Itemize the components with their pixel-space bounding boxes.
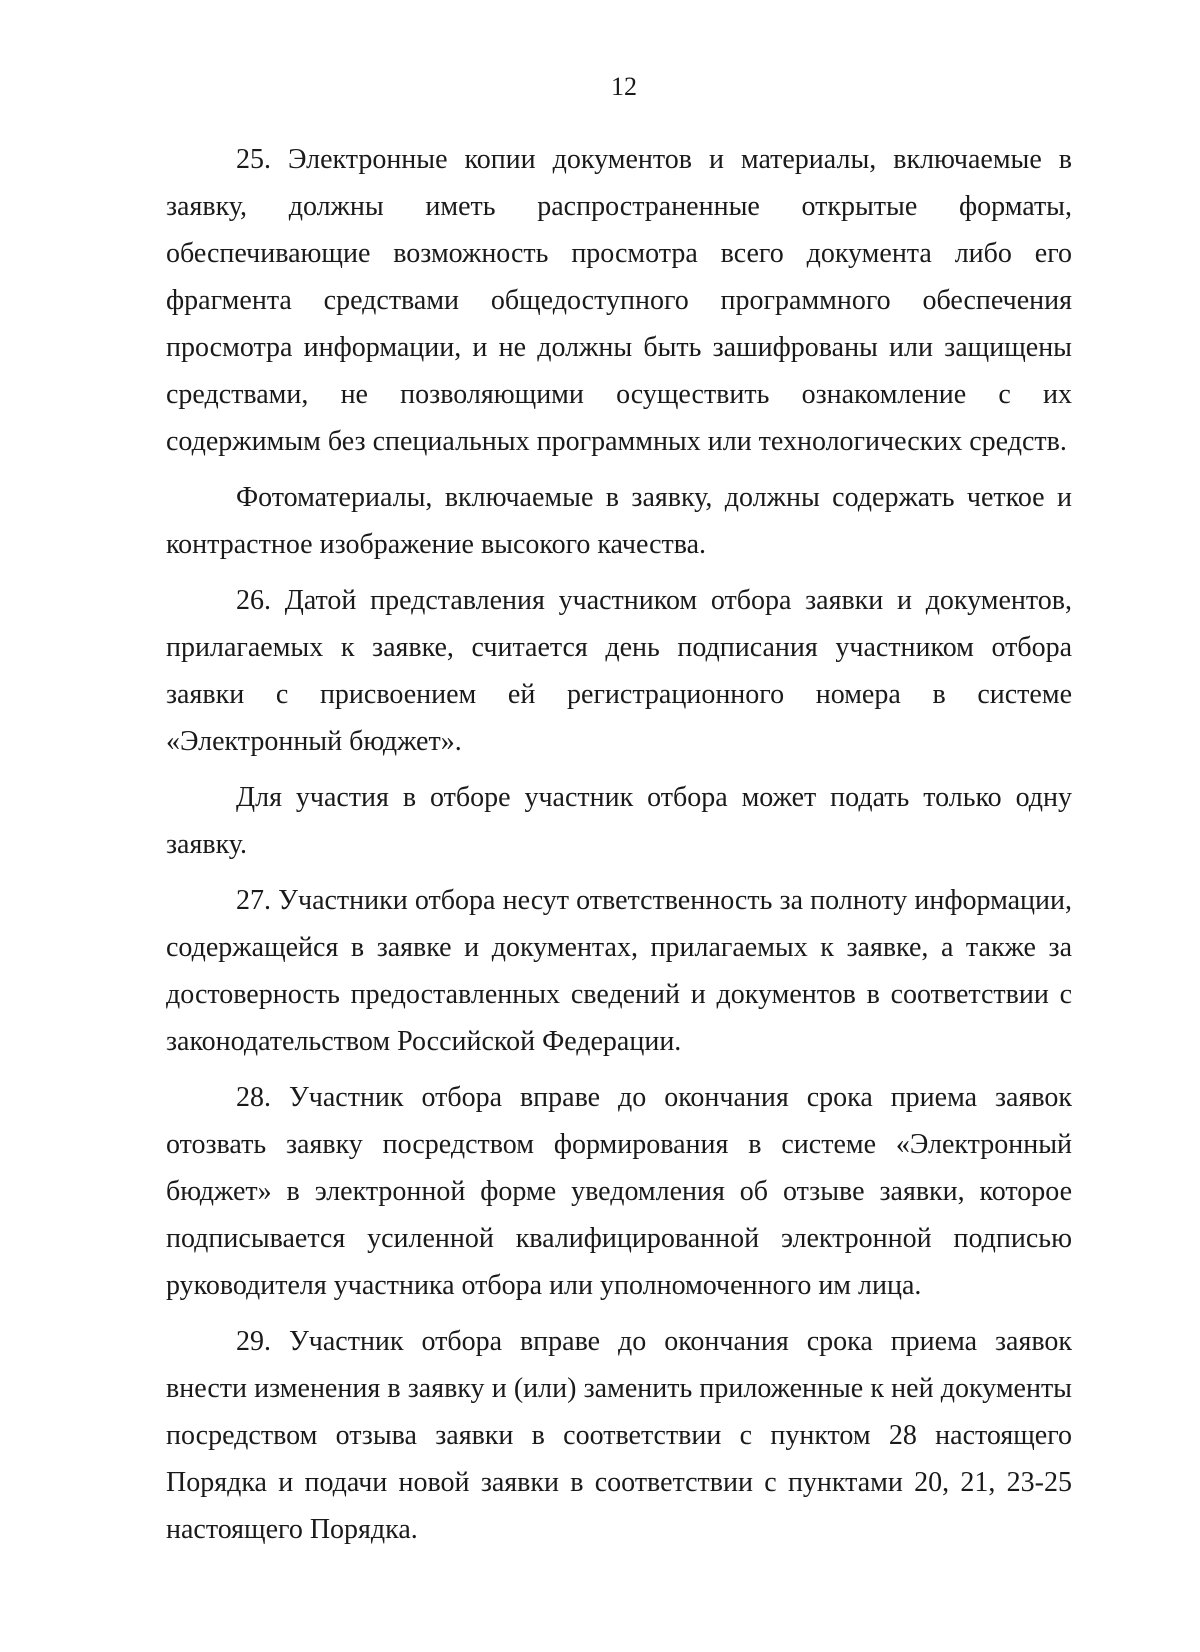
paragraph-photo-materials: Фотоматериалы, включаемые в заявку, должны содержать четкое и контрастное изображение высокого качества. (166, 482, 1072, 560)
paragraph-25: 25. Электронные копии документов и материалы, включаемые в заявку, должны иметь распространенные открытые форматы, обеспечивающие возможность просмотра всего документа либо его фрагмента средствами общедоступного программного обеспечения просмотра информации, и не должны быть зашифрованы или защищены средствами, не позволяющими осуществить ознакомление с их содержимым без специальных программных или технологических средств. (166, 144, 1072, 457)
paragraph-28: 28. Участник отбора вправе до окончания срока приема заявок отозвать заявку посредством формирования в системе «Электронный бюджет» в электронной форме уведомления об отзыве заявки, которое подписывается усиленной квалифицированной электронной подписью руководителя участника отбора или уполномоченного им лица. (166, 1082, 1072, 1301)
paragraph-29: 29. Участник отбора вправе до окончания срока приема заявок внести изменения в заявку и (или) заменить приложенные к ней документы посредством отзыва заявки в соответствии с пунктом 28 настоящего Порядка и подачи новой заявки в соответствии с пунктами 20, 21, 23-25 настоящего Порядка. (166, 1326, 1072, 1545)
paragraph-26: 26. Датой представления участником отбора заявки и документов, прилагаемых к заявке, считается день подписания участником отбора заявки с присвоением ей регистрационного номера в системе «Электронный бюджет». (166, 585, 1072, 757)
document-body (166, 136, 1072, 1553)
paragraph-single-application: Для участия в отборе участник отбора может подать только одну заявку. (166, 782, 1072, 860)
paragraph-27: 27. Участники отбора несут ответственность за полноту информации, содержащейся в заявке и документах, прилагаемых к заявке, а также за достоверность предоставленных сведений и документов в соответствии с законодательством Российской Федерации. (166, 885, 1072, 1057)
page-number: 12 (611, 72, 637, 101)
